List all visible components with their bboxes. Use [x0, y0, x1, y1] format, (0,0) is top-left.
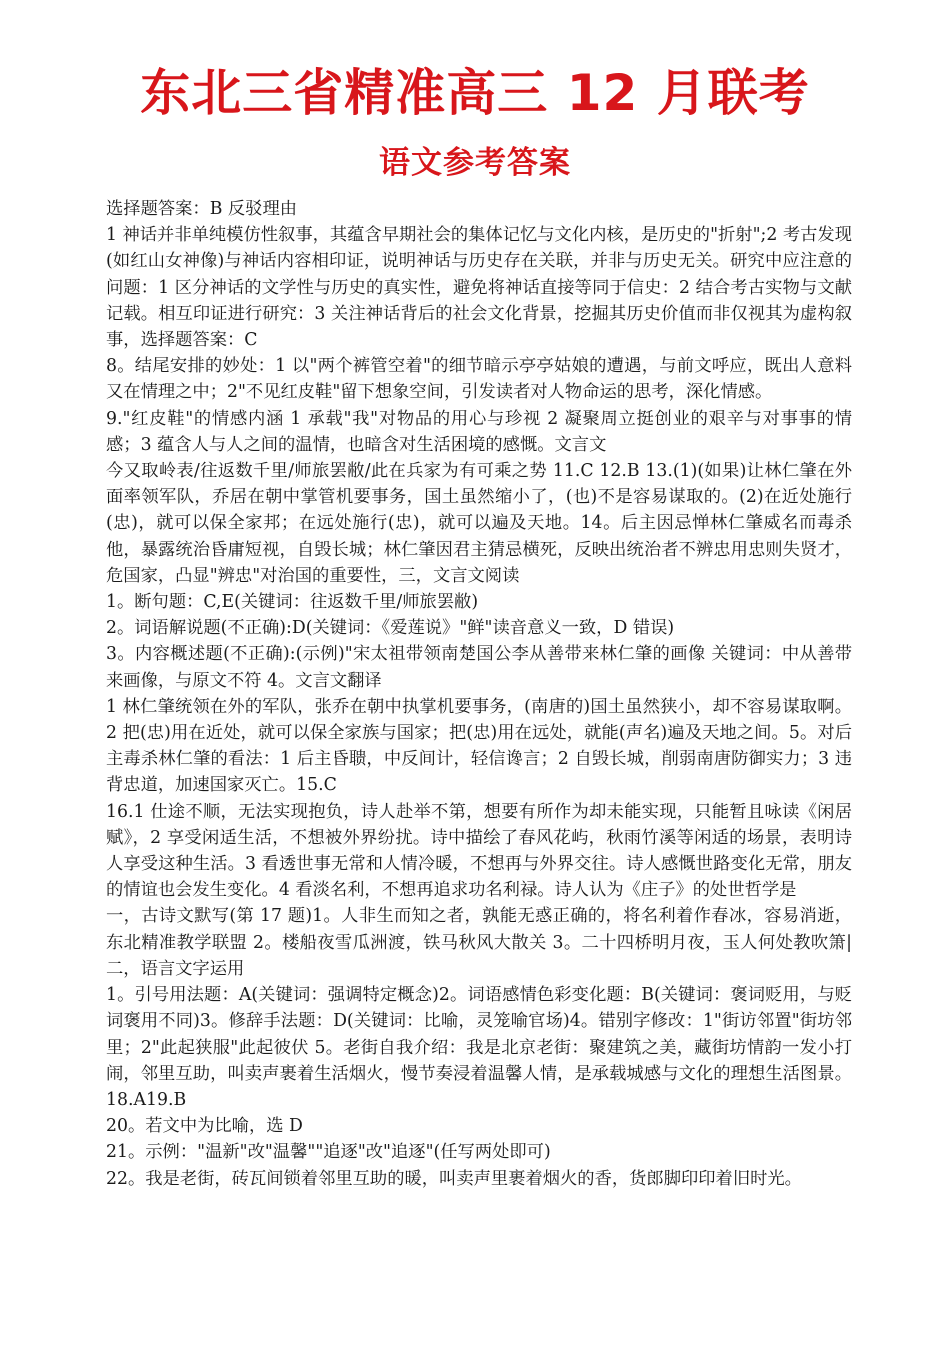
paragraph-q16-poem: 16.1 仕途不顺，无法实现抱负，诗人赴举不第，想要有所作为却未能实现，只能暂且咏读《闲居赋》，2 享受闲适生活，不想被外界纷扰。诗中描绘了春风花屿，秋雨竹溪等闲适的场景，表明诗人享受这种生活。3 看透世事无常和人情冷暖，不想再与外界交往。诗人感慨世路变化无常，朋友的情谊也会发生变化。4 看淡名利，不想再追求功名利禄。诗人认为《庄子》的处世哲学是 [106, 801, 852, 901]
document-subtitle: 语文参考答案 [379, 145, 571, 181]
paragraph-sentence-break: 1。断句题：C,E(关键词：往返数千里/师旅罢敝) [106, 592, 479, 613]
answer-body [106, 196, 852, 1192]
paragraph-classical-chinese: 今又取岭表/往返数千里/师旅罢敝/此在兵家为有可乘之势 11.C 12.B 13.(1)(如果)让林仁肇在外面率领军队，乔居在朝中掌管机要事务，国土虽然缩小了，(也)不是容易谋取的。(2)在近处施行(忠)，就可以保全家邦；在远处施行(忠)，就可以遍及天地。14。后主因忌惮林仁肇威名而毒杀他，暴露统治昏庸短视，自毁长城；林仁肇因君主猜忌横死，反映出统治者不辨忠用忠则失贤才，危国家，凸显"辨忠"对治国的重要性，三，文言文阅读 [106, 461, 852, 586]
paragraph-language-use: 1。引号用法题：A(关键词：强调特定概念)2。词语感情色彩变化题：B(关键词：褒词贬用，与贬词褒用不同)3。修辞手法题：D(关键词：比喻，灵笼喻官场)4。错别字修改：1"街访邻置"街坊邻里；2"此起狭服"此起彼伏 5。老街自我介绍：我是北京老街：聚建筑之美，藏街坊情韵一发小打闹，邻里互助，叫卖声裹着生活烟火，慢节奏浸着温馨人情，是承载城感与文化的理想生活图景。18.A19.B [106, 985, 852, 1110]
paragraph-word-explanation: 2。词语解说题(不正确):D(关键词：《爱莲说》"鲜"读音意义一致，D 错误) [106, 618, 675, 639]
paragraph-q8: 8。结尾安排的妙处：1 以"两个裤管空着"的细节暗示亭亭姑娘的遭遇，与前文呼应，既出人意料又在情理之中；2"不见红皮鞋"留下想象空间，引发读者对人物命运的思考，深化情感。 [106, 356, 852, 403]
paragraph-q22: 22。我是老街，砖瓦间锁着邻里互助的暖，叫卖声里裹着烟火的香，货郎脚印印着旧时光。 [106, 1168, 802, 1189]
paragraph-translation: 1 林仁肇统领在外的军队，张乔在朝中执掌机要事务，(南唐的)国土虽然狭小，却不容易谋取啊。2 把(忠)用在近处，就可以保全家族与国家；把(忠)用在远处，就能(声名)遍及天地之间。5。对后主毒杀林仁肇的看法：1 后主昏聩，中反间计，轻信谗言；2 自毁长城，削弱南唐防御实力；3 违背忠道，加速国家灭亡。15.C [106, 696, 852, 796]
paragraph-choice-answer: 选择题答案：B 反驳理由 [106, 199, 298, 219]
paragraph-content-summary: 3。内容概述题(不正确):(示例)"宋太祖带领南楚国公李从善带来林仁肇的画像 关键词：中从善带来画像，与原文不符 4。文言文翻译 [106, 644, 852, 691]
paragraph-dictation: 一，古诗文默写(第 17 题)1。人非生而知之者，孰能无惑正确的，将名利着作春冰，容易消逝，东北精准教学联盟 2。楼船夜雪瓜洲渡，铁马秋风大散关 3。二十四桥明月夜，玉人何处教吹箫|二，语言文字运用 [106, 906, 852, 979]
document-title: 东北三省精准高三 12 月联考 [140, 64, 810, 122]
paragraph-q20: 20。若文中为比喻，选 D [106, 1116, 303, 1137]
paragraph-q21: 21。示例："温新"改"温馨""追逐"改"追逐"(任写两处即可) [106, 1142, 551, 1163]
paragraph-myth-history: 1 神话并非单纯模仿性叙事，其蕴含早期社会的集体记忆与文化内核，是历史的"折射";2 考古发现(如红山女神像)与神话内容相印证，说明神话与历史存在关联，并非与历史无关。研究中应注意的问题：1 区分神话的文学性与历史的真实性，避免将神话直接等同于信史：2 结合考古实物与文献记载。相互印证进行研究：3 关注神话背后的社会文化背景，挖掘其历史价值而非仅视其为虚构叙事，选择题答案：C [106, 225, 852, 351]
paragraph-q9: 9."红皮鞋"的情感内涵 1 承载"我"对物品的用心与珍视 2 凝聚周立挺创业的艰辛与对事事的情感；3 蕴含人与人之间的温情，也暗含对生活困境的感慨。文言文 [106, 408, 852, 455]
